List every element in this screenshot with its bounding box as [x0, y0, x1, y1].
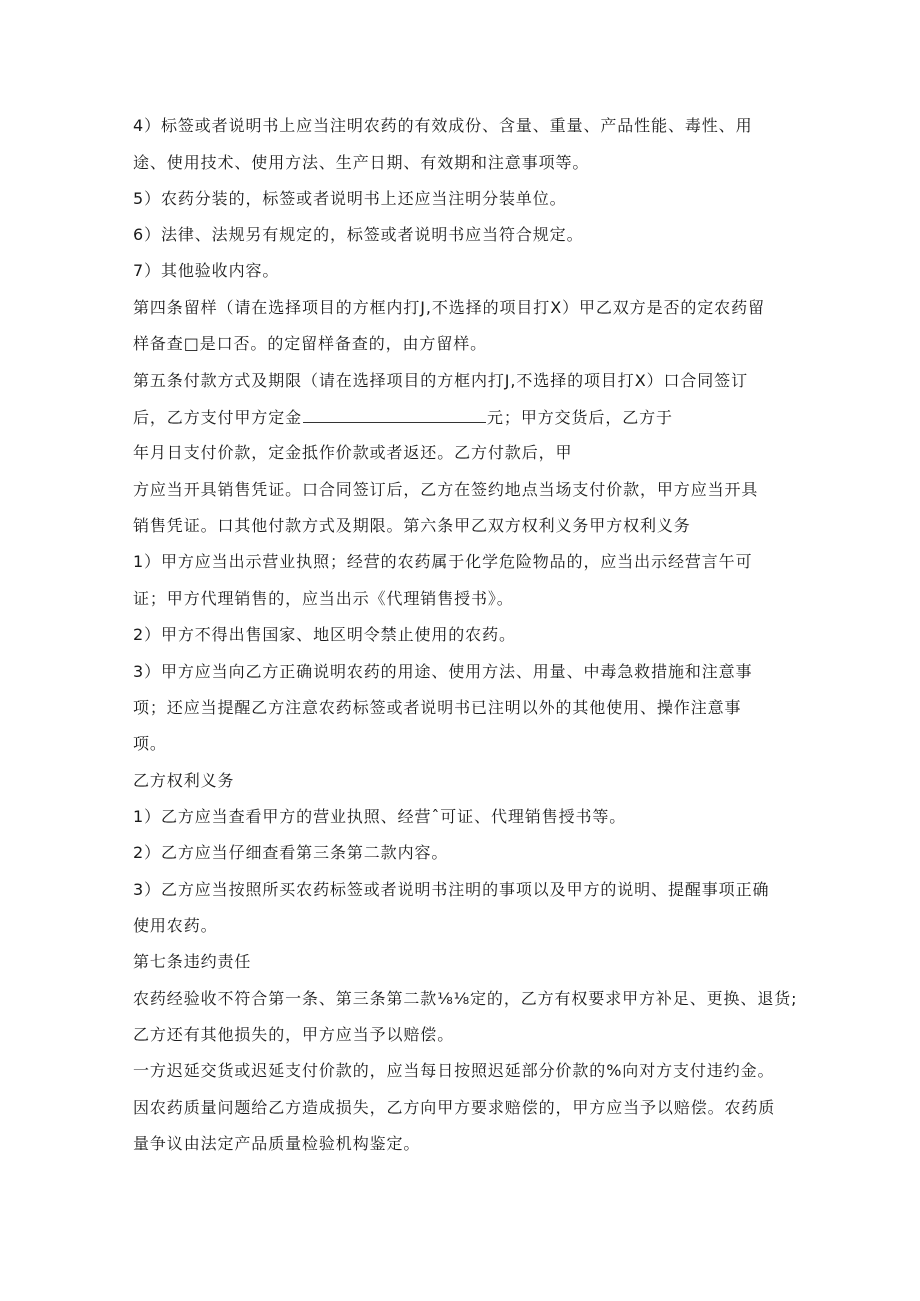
- text-line: 1）甲方应当出示营业执照；经营的农药属于化学危险物品的，应当出示经营言午可: [133, 552, 753, 571]
- text-line: 1）乙方应当查看甲方的营业执照、经营ˆ可证、代理销售授书等。: [133, 807, 627, 826]
- deposit-line-after: 元；甲方交货后，乙方于: [487, 408, 673, 427]
- text-line: 项。: [133, 734, 167, 753]
- text-line: 量争议由法定产品质量检验机构鉴定。: [133, 1134, 421, 1153]
- text-line: 7）其他验收内容。: [133, 261, 280, 280]
- text-line: 因农药质量问题给乙方造成损失，乙方向甲方要求赔偿的，甲方应当予以赔偿。农药质: [133, 1098, 776, 1117]
- deposit-amount-blank: [303, 407, 486, 423]
- text-line: 4）标签或者说明书上应当注明农药的有效成份、含量、重量、产品性能、毒性、用: [133, 116, 753, 135]
- text-line: 乙方还有其他损失的，甲方应当予以赔偿。: [133, 1025, 455, 1044]
- text-line: 项；还应当提醒乙方注意农药标签或者说明书已注明以外的其他使用、操作注意事: [133, 698, 742, 717]
- text-line: 5）农药分装的，标签或者说明书上还应当注明分装单位。: [133, 189, 567, 208]
- text-line: 3）甲方应当向乙方正确说明农药的用途、使用方法、用量、中毒急救措施和注意事: [133, 662, 753, 681]
- text-line: 途、使用技术、使用方法、生产日期、有效期和注意事项等。: [133, 153, 590, 172]
- text-line: 第七条违约责任: [133, 952, 252, 971]
- text-line: 年月日支付价款，定金抵作价款或者返还。乙方付款后，甲: [133, 443, 573, 462]
- text-line: 样备查□是口否。的定留样备查的，由方留样。: [133, 334, 488, 353]
- text-line: 销售凭证。口其他付款方式及期限。第六条甲乙双方权利义务甲方权利义务: [133, 516, 691, 535]
- text-line: 使用农药。: [133, 916, 218, 935]
- text-line: 2）乙方应当仔细查看第三条第二款内容。: [133, 843, 449, 862]
- text-line: 6）法律、法规另有规定的，标签或者说明书应当符合规定。: [133, 225, 584, 244]
- deposit-line-before: 后，乙方支付甲方定金: [133, 408, 303, 427]
- text-line: 方应当开具销售凭证。口合同签订后，乙方在签约地点当场支付价款，甲方应当开具: [133, 480, 759, 499]
- text-line: 第四条留样（请在选择项目的方框内打J,不选择的项目打X）甲乙双方是否的定农药留: [133, 298, 765, 317]
- text-line: 第五条付款方式及期限（请在选择项目的方框内打J,不选择的项目打X）口合同签订: [133, 371, 748, 390]
- text-line: 2）甲方不得出售国家、地区明令禁止使用的农药。: [133, 625, 516, 644]
- deposit-line: [133, 407, 673, 428]
- text-line: 乙方权利义务: [133, 771, 235, 790]
- text-line: 证；甲方代理销售的，应当出示《代理销售授书》。: [133, 589, 514, 608]
- text-line: 3）乙方应当按照所买农药标签或者说明书注明的事项以及甲方的说明、提醒事项正确: [133, 880, 770, 899]
- text-line: 一方迟延交货或迟延支付价款的，应当每日按照迟延部分价款的%向对方支付违约金。: [133, 1061, 775, 1080]
- text-line: 农药经验收不符合第一条、第三条第二款⅛⅛定的，乙方有权要求甲方补足、更换、退货;: [133, 989, 798, 1008]
